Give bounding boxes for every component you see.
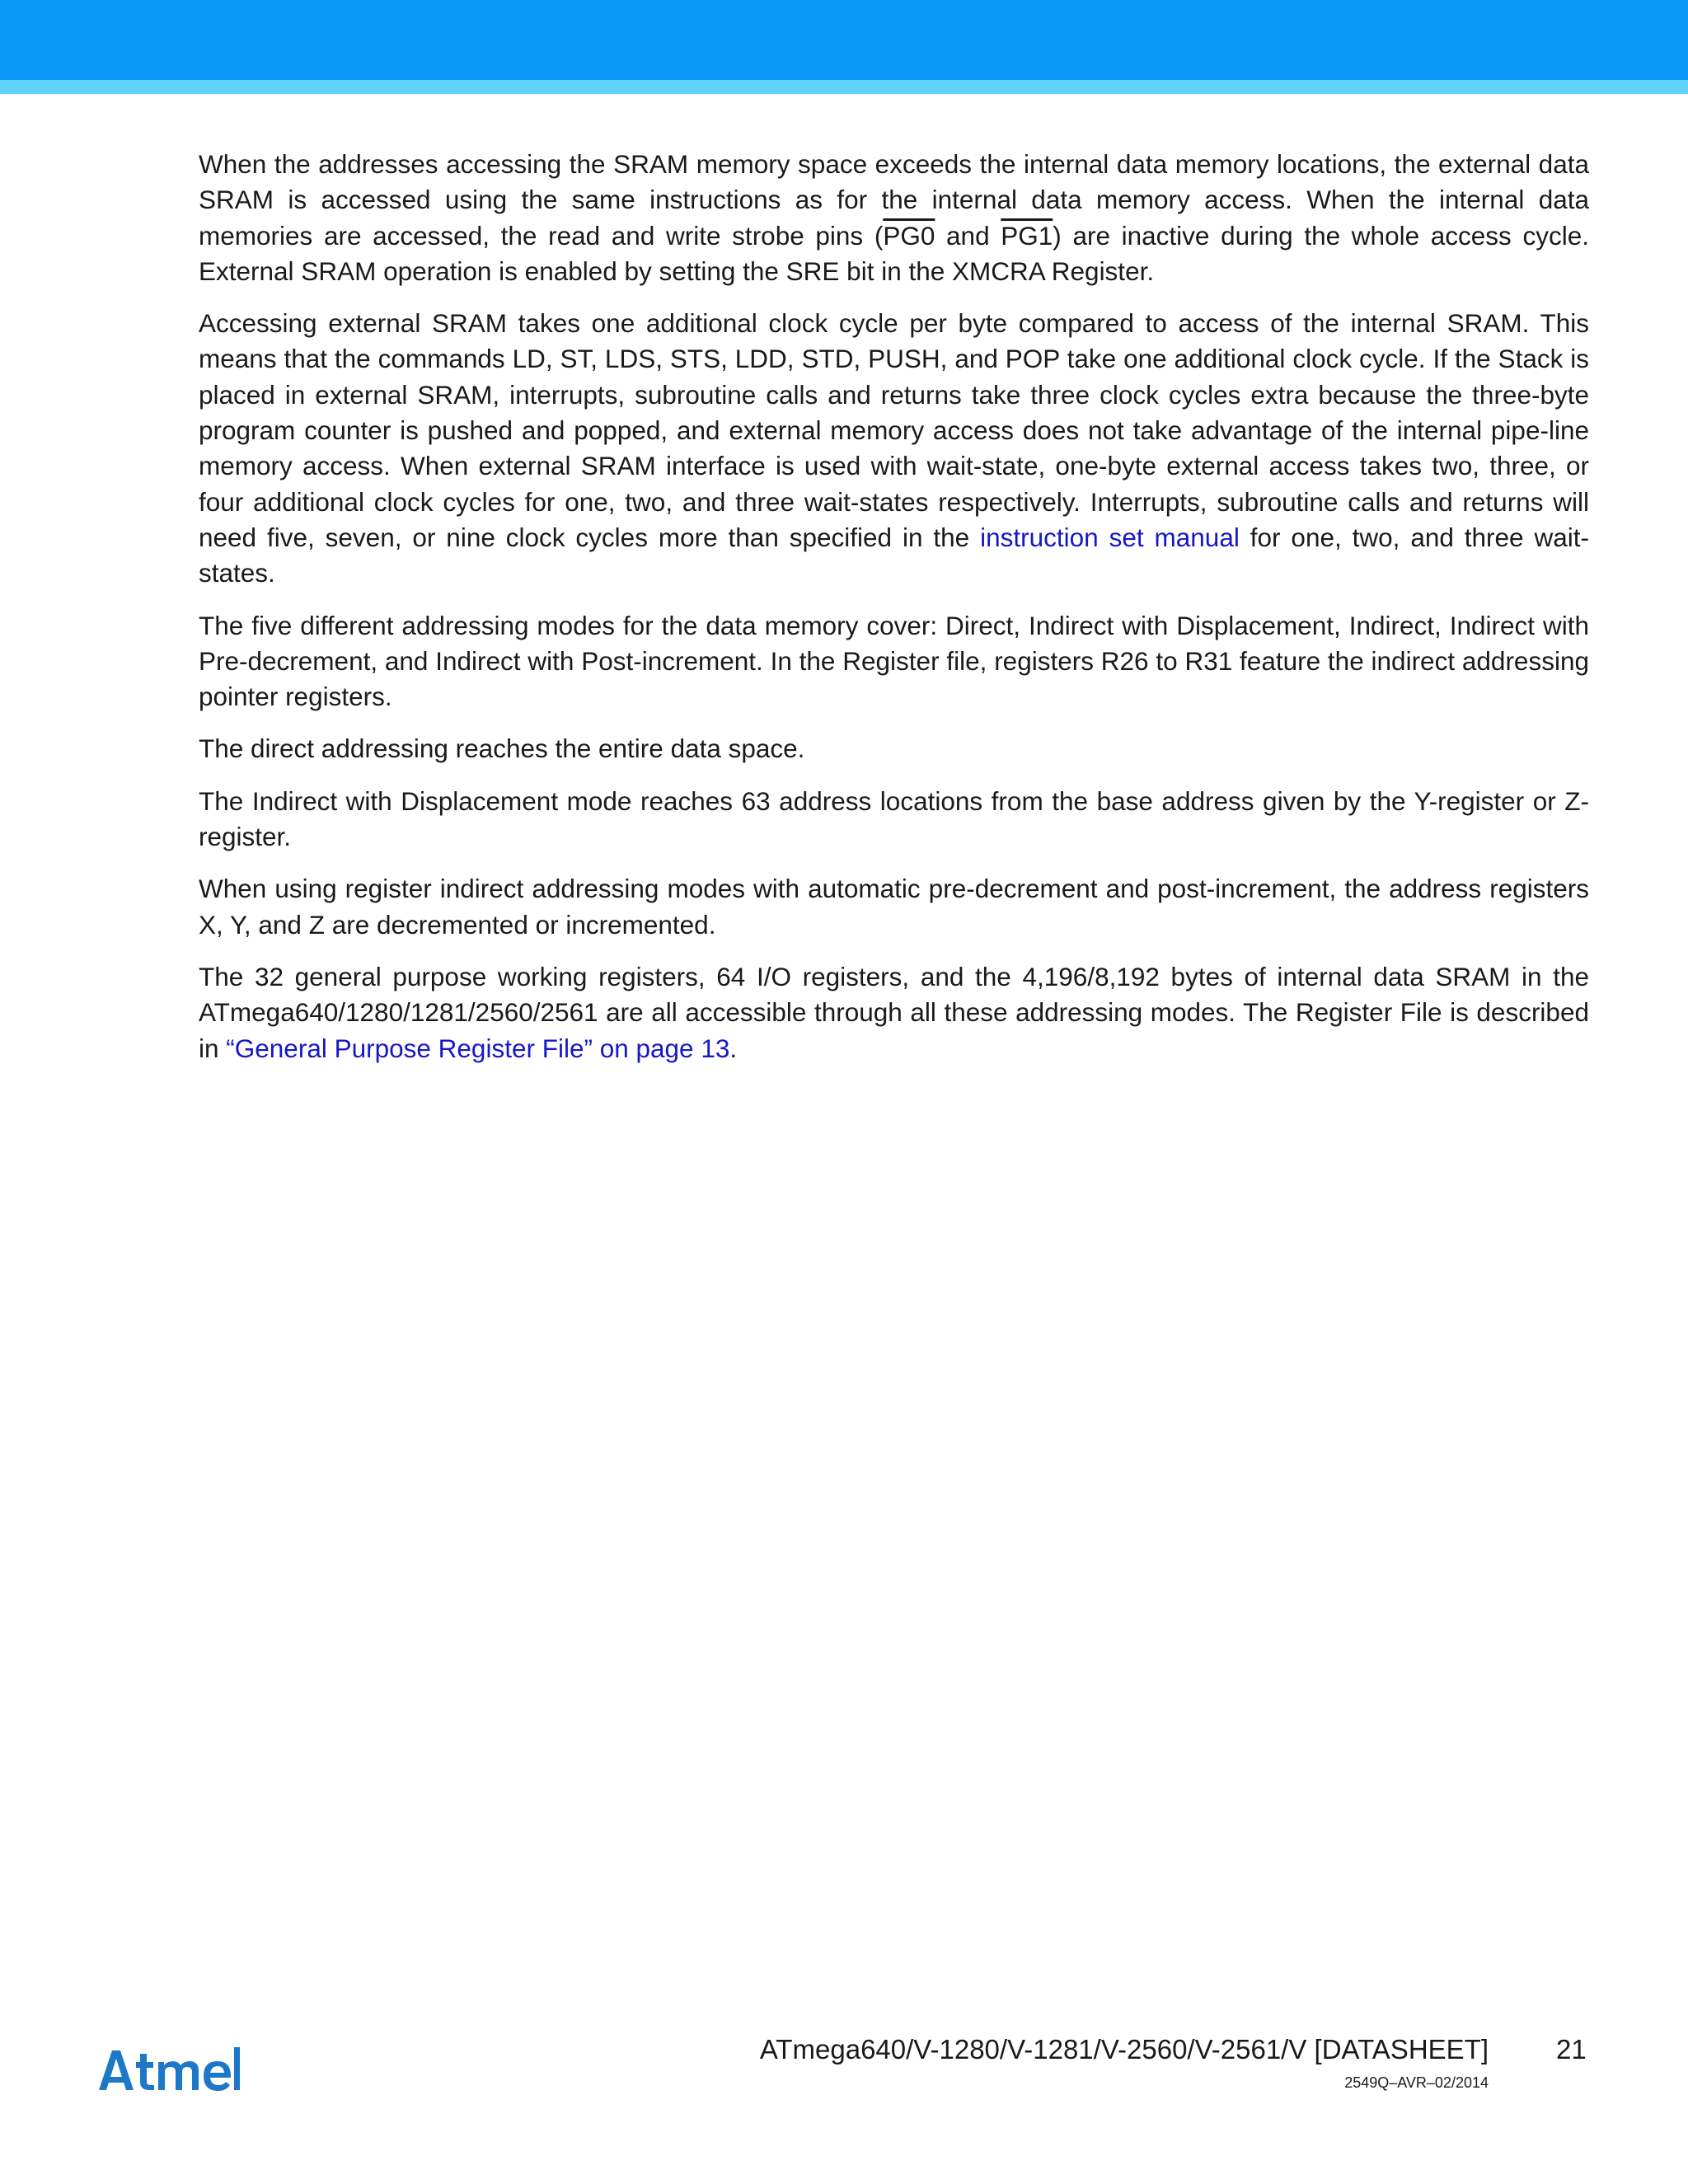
- header-band: [0, 0, 1688, 80]
- document-code: 2549Q–AVR–02/2014: [1344, 2074, 1489, 2091]
- instruction-set-manual-link[interactable]: instruction set manual: [980, 522, 1240, 552]
- atmel-logo-icon: [96, 2044, 241, 2095]
- register-file-link[interactable]: “General Purpose Register File” on page 13: [226, 1033, 730, 1063]
- paragraph-text: for one, two, and three wait-states.: [199, 522, 1589, 588]
- paragraph-external-sram-access: [199, 147, 1589, 289]
- page-body: [199, 147, 1589, 1083]
- signal-pg0: PG0: [883, 220, 935, 251]
- signal-pg1: PG1: [1001, 220, 1053, 251]
- page-number: 21: [1556, 2034, 1587, 2064]
- paragraph-addressing-modes: The five different addressing modes for the data memory cover: Direct, Indirect with Displacement, Indirect, Indirect with Pre-decrement, and Indirect with Post-increment. In the Register file, registers R26 to R31 feature the indirect addressing pointer registers.: [199, 610, 1589, 712]
- header-stripe: [0, 80, 1688, 94]
- paragraph-direct-addressing: The direct addressing reaches the entire data space.: [199, 733, 805, 764]
- paragraph-register-indirect: When using register indirect addressing modes with automatic pre-decrement and post-increment, the address registers X, Y, and Z are decremented or incremented.: [199, 874, 1589, 940]
- paragraph-register-file: [199, 959, 1589, 1066]
- paragraph-text: .: [729, 1033, 738, 1063]
- paragraph-text: and: [935, 220, 1001, 251]
- paragraph-text: Accessing external SRAM takes one additional clock cycle per byte compared to access of the internal SRAM. This means that the commands LD, ST, LDS, STS, LDD, STD, PUSH, and POP take one additional clock cycle. If the Stack is placed in external SRAM, interrupts, subroutine calls and returns take three clock cycles extra because the three-byte program counter is pushed and popped, and external memory access does not take advantage of the internal pipe-line memory access. When external SRAM interface is used with wait-state, one-byte external access takes two, three, or four additional clock cycles for one, two, and three wait-states respectively. Interrupts, subroutine calls and returns will need five, seven, or nine clock cycles more than specified in the: [199, 308, 1589, 552]
- paragraph-indirect-displacement: The Indirect with Displacement mode reaches 63 address locations from the base address given by the Y-register or Z-register.: [199, 785, 1589, 852]
- paragraph-text: When the addresses accessing the SRAM memory space exceeds the internal data memory locations, the external data SRAM is accessed using the same instructions as for the internal data memory access. When the internal data memories are accessed, the read and write strobe pins (: [199, 149, 1589, 251]
- datasheet-title: ATmega640/V-1280/V-1281/V-2560/V-2561/V [DATASHEET]: [759, 2034, 1489, 2064]
- paragraph-text: ) are inactive during the whole access cycle. External SRAM operation is enabled by setting the SRE bit in the XMCRA Register.: [199, 220, 1589, 286]
- atmel-logo: [96, 2044, 241, 2095]
- paragraph-text: The 32 general purpose working registers, 64 I/O registers, and the 4,196/8,192 bytes of internal data SRAM in the ATmega640/1280/1281/2560/2561 are all accessible through all these addressing modes. The Register File is described in: [199, 961, 1589, 1063]
- paragraph-external-sram-timing: [199, 306, 1589, 591]
